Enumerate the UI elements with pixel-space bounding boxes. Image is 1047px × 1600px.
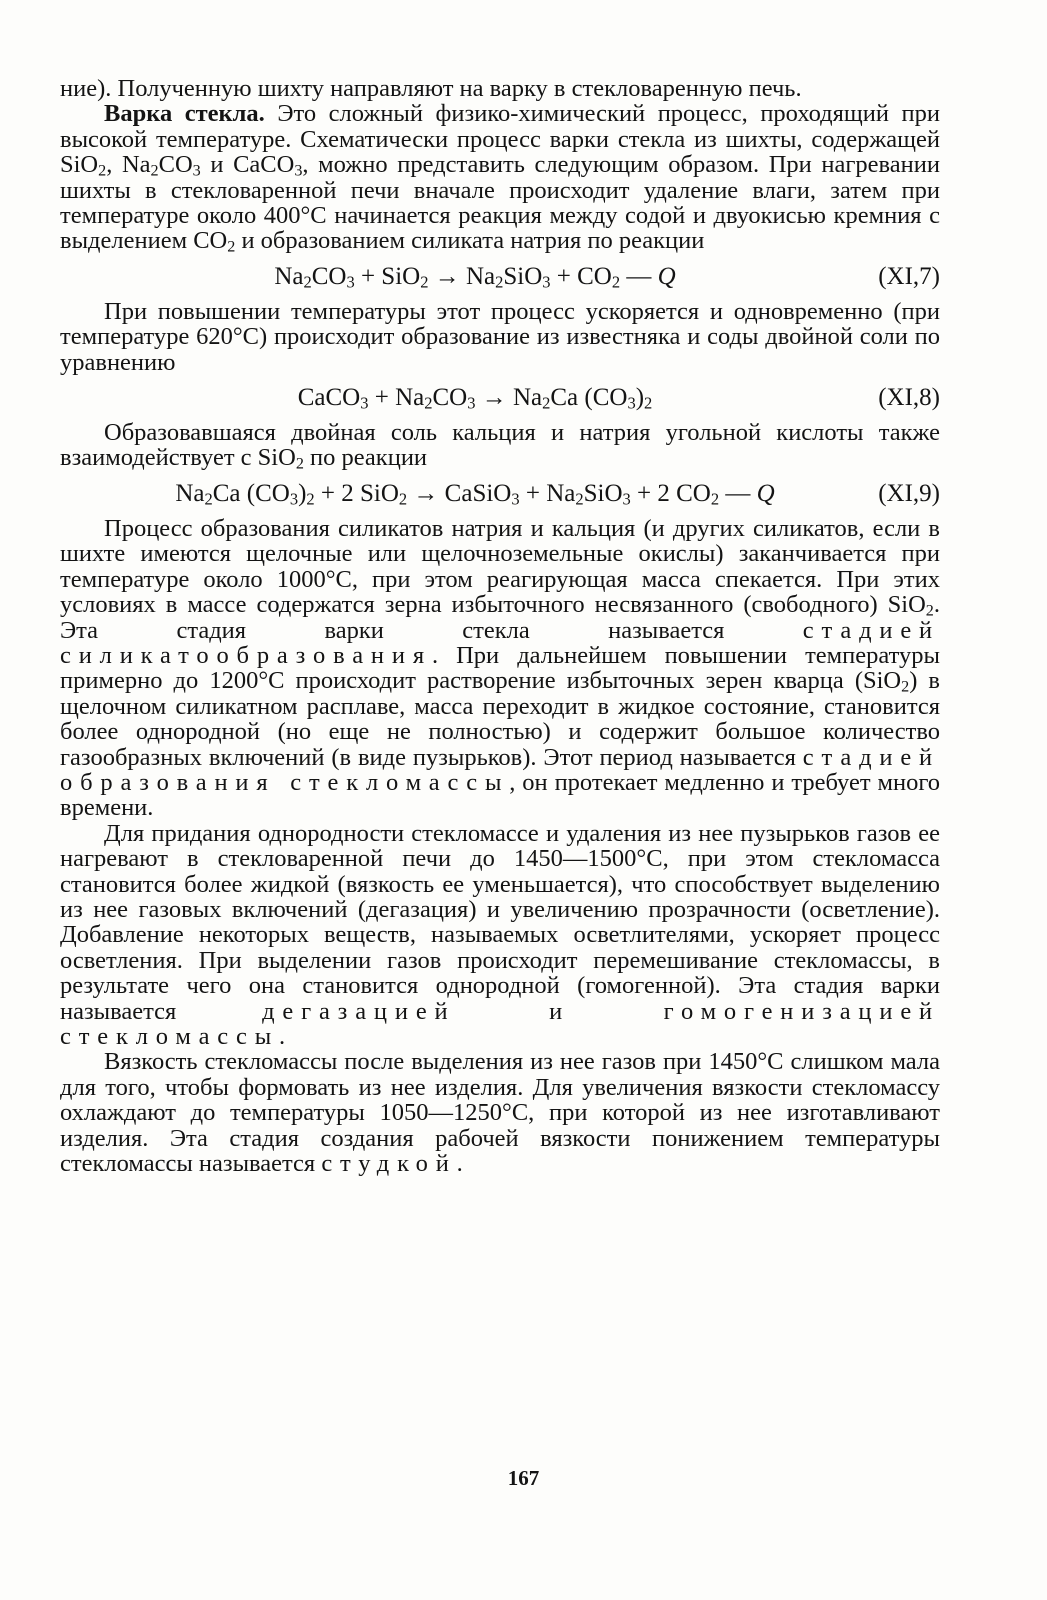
reaction-arrow: → — [481, 384, 507, 412]
spaced-term: стадией силикатообразования — [60, 616, 940, 669]
equation-xi-8 — [60, 381, 940, 415]
equation-xi-9 — [60, 477, 940, 511]
paragraph-3: При повышении температуры этот процесс ускоряется и одновременно (при температуре 620°С) происходит образование из известняка и соды двойной соли по уравнению — [60, 297, 940, 376]
paragraph-4: Образовавшаяся двойная соль кальция и натрия угольной кислоты также взаимодействует с SiO$_2$ по реакции — [60, 419, 940, 474]
spaced-term: студкой — [321, 1150, 457, 1178]
page-number: 167 — [507, 1466, 540, 1490]
equation-expression: $Na_2Ca$ $(CO_3)_2 + 2$ SiO$_2$ → CaSiO$_3$ + $Na_2SiO_3 + 2$ $CO_2$ — Q — [175, 479, 775, 509]
equation-number: (XI,8) — [878, 384, 940, 412]
paragraph-5: Процесс образования силикатов натрия и кальция (и других силикатов, если в шихте имеются щелочные или щелочноземельные окислы) заканчивается при температуре около 1000°С, при этом реагирующая масса спекается. При этих условиях в массе содержатся зерна избыточного несвязанного (свободного) SiO$_2$. Эта стадия варки стекла называется стадией силикатообразования. При дальнейшем повышении температуры примерно до 1200°С происходит растворение избыточных зерен кварца (SiO$_2$) в щелочном силикатном расплаве, масса переходит в жидкое состояние, становится более однородной (но еще не полностью) и содержит большое количество газообразных включений (в виде пузырьков). Этот период называется стадией образования стекломассы, он протекает медленно и требует много времени. — [60, 514, 941, 822]
equation-number: (XI,9) — [878, 479, 940, 507]
equation-xi-7 — [60, 260, 940, 294]
text-body — [60, 76, 940, 1176]
equation-expression: $Na_2CO_3 + SiO_2 \to Na_2SiO_3 + CO_2$ — Q — [274, 262, 676, 292]
equation-expression: CaCO$_3$ + $Na_2CO_3 \to Na_2Ca$ $(CO_3)_2$ — [297, 384, 653, 413]
paragraph-2: Варка стекла. Это сложный физико-химический процесс, проходящий при высокой температуре. Схематически процесс варки стекла из шихты, содержащей SiO$_2$, $Na_2CO_3$ и CaCO$_3$, можно представить следующим образом. При нагревании шихты в стекловаренной печи вначале происходит удаление влаги, затем при температуре около 400°С начинается реакция между содой и двуокисью кремния с выделением $CO_2$ и образованием силиката натрия по реакции — [60, 100, 941, 256]
paragraph-6: Для придания однородности стекломассе и удаления из нее пузырьков газов ее нагревают в стекловаренной печи до 1450—1500°С, при этом стекломасса становится более жидкой (вязкость ее уменьшается), что способствует выделению из нее газовых включений (дегазация) и увеличению прозрачности (осветление). Добавление некоторых веществ, называемых осветлителями, ускоряет процесс осветления. При выделении газов происходит перемешивание стекломассы, в результате чего она становится однородной (гомогенной). Эта стадия варки называется дегазацией и гомогенизацией стекломассы. — [60, 819, 940, 1050]
reaction-arrow: → — [434, 262, 460, 290]
section-heading: Варка стекла. — [104, 100, 265, 128]
paragraph-1: ние). Полученную шихту направляют на варку в стекловаренную печь. — [60, 75, 802, 102]
equation-number: (XI,7) — [878, 262, 940, 290]
spaced-term: дегазацией и гомогенизацией стекломассы — [60, 997, 940, 1050]
spaced-term: стадией образования стекломассы — [60, 743, 940, 796]
paragraph-7: Вязкость стекломассы после выделения из нее газов при 1450°С слишком мала для того, чтобы формовать из нее изделия. Для увеличения вязкости стекломассу охлаждают до температуры 1050—1250°С, при которой из нее изготавливают изделия. Эта стадия создания рабочей вязкости понижением температуры стекломассы называется студкой. — [60, 1048, 940, 1178]
reaction-arrow: → — [413, 479, 439, 507]
